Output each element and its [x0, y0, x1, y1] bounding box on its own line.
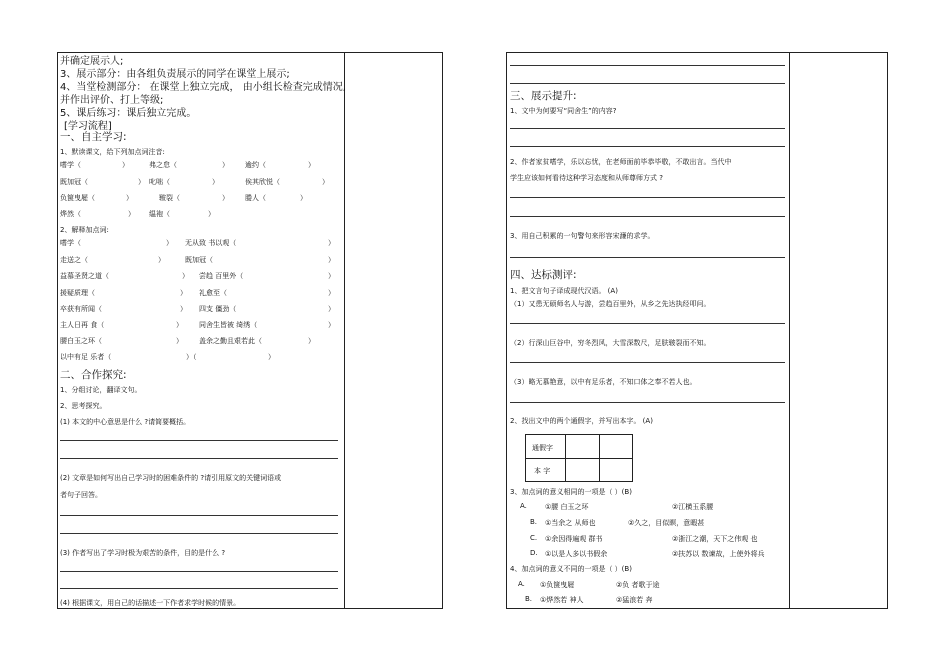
question-describe: (4) 根据课文，用自己的话描述一下作者求学时候的情景。: [60, 599, 241, 607]
answer-line[interactable]: [510, 128, 785, 129]
choice-option-1: ①当余之 从师也: [545, 519, 596, 527]
q1-item: 弗之怠（: [149, 161, 177, 169]
q2-item: 尝趋 百里外（: [199, 272, 244, 280]
answer-line[interactable]: [60, 533, 338, 534]
presentation-q1: 1、文中为何要写“同舍生”的内容?: [510, 107, 617, 115]
assessment-q2: 2、找出文中的两个通假字，并写出本字。 (A): [510, 417, 653, 425]
q2-item: 无从致 书以观（: [185, 239, 237, 247]
q1-item: 叱咄（: [149, 178, 170, 186]
choice-option-1: ①负箧曳屣: [540, 581, 575, 589]
choice-letter: C.: [530, 534, 538, 542]
cooperation-step-2: 2、思考探究。: [60, 402, 107, 410]
q2-close: ）: [180, 305, 187, 313]
section-heading-self-study: 一、自主学习:: [60, 131, 127, 143]
grid-col-divider: [565, 435, 566, 481]
q1-close: ）: [138, 178, 145, 186]
instruction-line: 5、课后练习：课后独立完成。: [60, 108, 197, 119]
q2-item: 援疑质理（: [60, 289, 95, 297]
presentation-q2-cont: 学生应该如何看待这种学习态度和从师尊师方式 ?: [510, 174, 663, 182]
q2-close: ）: [180, 289, 187, 297]
q1-close: ）: [122, 161, 129, 169]
choice-option-1: ①以是人多以书假余: [545, 550, 608, 558]
section-heading-assessment: 四、达标测评:: [510, 269, 577, 281]
choice-letter: B.: [530, 518, 538, 526]
choice-option-2: ②浙江之潮，天下之伟观 也: [672, 535, 758, 543]
q1-close: ）: [208, 210, 215, 218]
answer-line[interactable]: [60, 440, 338, 441]
q2-close: ）: [328, 239, 335, 247]
question-hardship: (2) 文章是如何写出自己学习时的困难条件的 ?请引用原文的关键词语或: [60, 474, 282, 482]
q2-close: ）: [328, 272, 335, 280]
choice-option-2: ②扶苏以 数谏故，上使外将兵: [672, 550, 765, 558]
q2-title: 2、解释加点词:: [60, 226, 109, 234]
cooperation-step-1: 1、分组讨论，翻译文句。: [60, 386, 142, 394]
q1-close: ）: [212, 178, 219, 186]
question-purpose: (3) 作者写出了学习时极为艰苦的条件，目的是什么 ?: [60, 549, 226, 557]
translate-sentence-2: （2）行深山巨谷中，穷冬烈风，大雪深数尺，足肤皲裂而不知。: [510, 339, 711, 347]
assessment-q4: 4、加点词的意义不同的一项是（ ）(B): [510, 565, 632, 573]
q2-item: 走送之（: [60, 256, 88, 264]
q2-item: 益慕圣贤之道（: [60, 272, 109, 280]
choice-option-1: ①余因得遍观 群书: [545, 535, 603, 543]
q2-item: 腰白玉之环（: [60, 337, 102, 345]
q1-item: 嗜学（: [60, 161, 81, 169]
q2-close: ）（: [186, 353, 197, 361]
q1-item: 烨然（: [60, 210, 81, 218]
q2-close: ）: [328, 321, 335, 329]
q2-close: ）: [182, 272, 189, 280]
q2-close: ）: [268, 353, 275, 361]
answer-line[interactable]: [60, 588, 338, 589]
q1-close: ）: [222, 194, 229, 202]
q2-item: 四支 僵劲（: [199, 305, 237, 313]
q1-item: 俟其欣悦（: [245, 178, 280, 186]
loan-character-grid: [525, 434, 633, 482]
grid-row-divider: [526, 458, 632, 459]
q2-close: ）: [328, 305, 335, 313]
choice-option-2: ②久之，目似瞑，意暇甚: [628, 519, 705, 527]
flow-title: [学习流程]: [64, 121, 112, 132]
answer-line[interactable]: [510, 146, 785, 147]
choice-letter: B.: [525, 595, 533, 603]
grid-header-original: 本 字: [534, 467, 551, 475]
q1-item: 逾约（: [245, 161, 266, 169]
choice-option-2: ②猛浪若 奔: [616, 596, 653, 604]
q1-item: 既加冠（: [60, 178, 88, 186]
choice-letter: A.: [520, 502, 527, 510]
translate-sentence-1: （1）又患无硕师名人与游，尝趋百里外，从乡之先达执经叩问。: [510, 300, 711, 308]
q1-close: ）: [300, 194, 307, 202]
q2-item: 同舍生皆被 绮绣（: [199, 321, 258, 329]
q1-close: ）: [322, 178, 329, 186]
presentation-q2: 2、作者家贫嗜学，乐以忘忧，在老师面前毕恭毕敬，不敢出言。当代中: [510, 158, 732, 166]
assessment-q1: 1、把文言句子译成现代汉语。 (A): [510, 287, 618, 295]
q2-item: 嗜学（: [60, 239, 81, 247]
grid-header-loan: 通假字: [532, 444, 553, 452]
translate-sentence-3: （3）略无慕艳意，以中有足乐者，不知口体之奉不若人也。: [510, 378, 697, 386]
q2-close: ）: [328, 256, 335, 264]
presentation-q3: 3、用自己积累的一句警句来形容宋濂的求学。: [510, 232, 655, 240]
q1-item: 负箧曳屣（: [60, 194, 95, 202]
instruction-line: 并作出评价、打上等级;: [60, 95, 164, 106]
q2-item: 礼愈至（: [199, 289, 227, 297]
answer-line[interactable]: [60, 515, 338, 516]
question-hardship-cont: 者句子回答。: [60, 491, 102, 499]
q2-item: 以中有足 乐者（: [60, 353, 112, 361]
left-margin-column-divider: [344, 53, 345, 608]
choice-option-2: ②负 者歌于途: [616, 581, 660, 589]
grid-col-divider: [599, 435, 600, 481]
answer-line[interactable]: [510, 83, 785, 84]
q1-close: ）: [128, 210, 135, 218]
instruction-line: 4、当堂检测部分： 在课堂上独立完成， 由小组长检查完成情况,: [60, 82, 346, 93]
choice-option-2: ②江横玉系腰: [672, 503, 714, 511]
q2-item: 既加冠（: [185, 256, 213, 264]
answer-line[interactable]: [510, 65, 785, 66]
q1-item: 媵人（: [245, 194, 266, 202]
answer-line[interactable]: [510, 216, 785, 217]
answer-line[interactable]: [60, 458, 338, 459]
q1-item: 缊袍（: [149, 210, 170, 218]
q2-close: ）: [328, 289, 335, 297]
choice-letter: D.: [530, 549, 538, 557]
q1-close: ）: [126, 194, 133, 202]
answer-line[interactable]: [510, 402, 785, 403]
answer-line[interactable]: [60, 571, 338, 572]
instruction-line: 3、展示部分：由各组负责展示的同学在课堂上展示;: [60, 69, 290, 80]
assessment-q3: 3、加点词的意义相同的一项是（ ）(B): [510, 488, 632, 496]
section-heading-presentation: 三、展示提升:: [510, 90, 577, 102]
q1-title: 1、默读课文，给下列加点词注音:: [60, 148, 165, 156]
q2-item: 盖余之勤且艰若此（: [199, 337, 262, 345]
q1-item: 皲裂（: [159, 194, 180, 202]
q2-item: 主人日再 食（: [60, 321, 105, 329]
q1-close: ）: [308, 161, 315, 169]
section-heading-cooperation: 二、合作探究:: [60, 369, 127, 381]
answer-line[interactable]: [510, 257, 785, 258]
q2-item: 卒获有所闻（: [60, 305, 102, 313]
answer-line[interactable]: [510, 197, 785, 198]
choice-letter: A.: [518, 580, 525, 588]
q2-close: ）: [308, 337, 315, 345]
q2-close: ）: [176, 321, 183, 329]
answer-line[interactable]: [510, 323, 785, 324]
answer-line[interactable]: [510, 362, 785, 363]
choice-option-1: ①腰 白玉之环: [545, 503, 589, 511]
q2-close: ）: [166, 239, 173, 247]
instruction-line: 并确定展示人;: [60, 56, 124, 67]
right-margin-column-divider: [789, 53, 790, 608]
q1-close: ）: [222, 161, 229, 169]
q2-close: ）: [176, 337, 183, 345]
q2-close: ）: [158, 256, 165, 264]
question-main-idea: (1) 本文的中心意思是什么 ?请简要概括。: [60, 418, 191, 426]
choice-option-1: ①烨然若 神人: [540, 596, 584, 604]
